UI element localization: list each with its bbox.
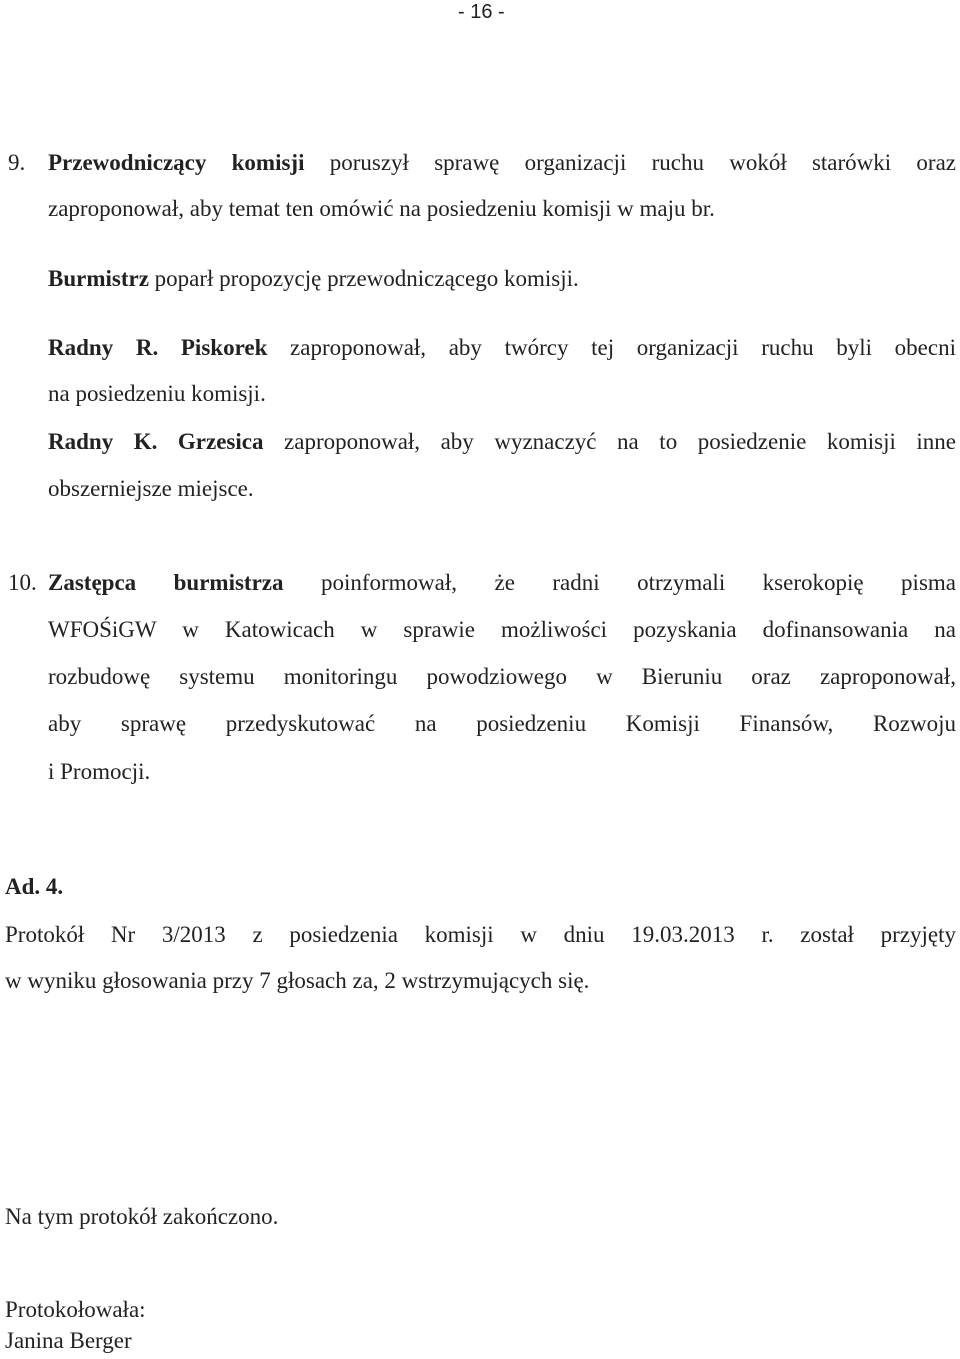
grzesica-line-2: obszerniejsze miejsce.	[48, 476, 254, 501]
ad-4-heading: Ad. 4.	[5, 874, 64, 899]
item-9-speaker: Przewodniczący komisji	[48, 150, 305, 175]
item-10-speaker: Zastępca burmistrza	[48, 570, 284, 595]
item-9-number: 9.	[8, 150, 26, 175]
grzesica-line-1-text: zaproponował, aby wyznaczyć na to posiedzenie komisji inne	[263, 429, 956, 454]
ad-4-line-2: w wyniku głosowania przy 7 głosach za, 2 wstrzymujących się.	[5, 968, 590, 993]
item-9-line-1-text: poruszył sprawę organizacji ruchu wokół starówki oraz	[304, 150, 956, 175]
closing-statement: Na tym protokół zakończono.	[5, 1204, 279, 1229]
item-9-line-1	[48, 148, 956, 178]
item-10-line-1	[48, 568, 956, 598]
ad-4-line-1: Protokół Nr 3/2013 z posiedzenia komisji w dniu 19.03.2013 r. został przyjęty	[5, 922, 956, 947]
grzesica-line-1	[48, 427, 956, 457]
burmistrz-speaker: Burmistrz	[48, 266, 149, 291]
item-10-line-1-text: poinformował, że radni otrzymali kserokopię pisma	[283, 570, 956, 595]
item-9-line-2: zaproponował, aby temat ten omówić na posiedzeniu komisji w maju br.	[48, 196, 715, 221]
piskorek-speaker: Radny R. Piskorek	[48, 335, 268, 360]
piskorek-line-2: na posiedzeniu komisji.	[48, 381, 266, 406]
item-10-line-4: aby sprawę przedyskutować na posiedzeniu Komisji Finansów, Rozwoju	[48, 711, 956, 736]
piskorek-line-1-text: zaproponował, aby twórcy tej organizacji ruchu byli obecni	[267, 335, 956, 360]
piskorek-line-1	[48, 333, 956, 363]
item-10-line-3: rozbudowę systemu monitoringu powodziowego w Bieruniu oraz zaproponował,	[48, 664, 956, 689]
signature-name: Janina Berger	[5, 1328, 132, 1353]
item-10-number: 10.	[8, 570, 37, 595]
item-9-burmistrz-paragraph	[48, 264, 579, 294]
burmistrz-text: poparł propozycję przewodniczącego komisji.	[148, 266, 579, 291]
grzesica-speaker: Radny K. Grzesica	[48, 429, 264, 454]
page-number: - 16 -	[458, 1, 505, 23]
item-10-line-2: WFOŚiGW w Katowicach w sprawie możliwości pozyskania dofinansowania na	[48, 617, 956, 642]
signature-label: Protokołowała:	[5, 1297, 146, 1322]
item-10-line-5: i Promocji.	[48, 759, 151, 784]
